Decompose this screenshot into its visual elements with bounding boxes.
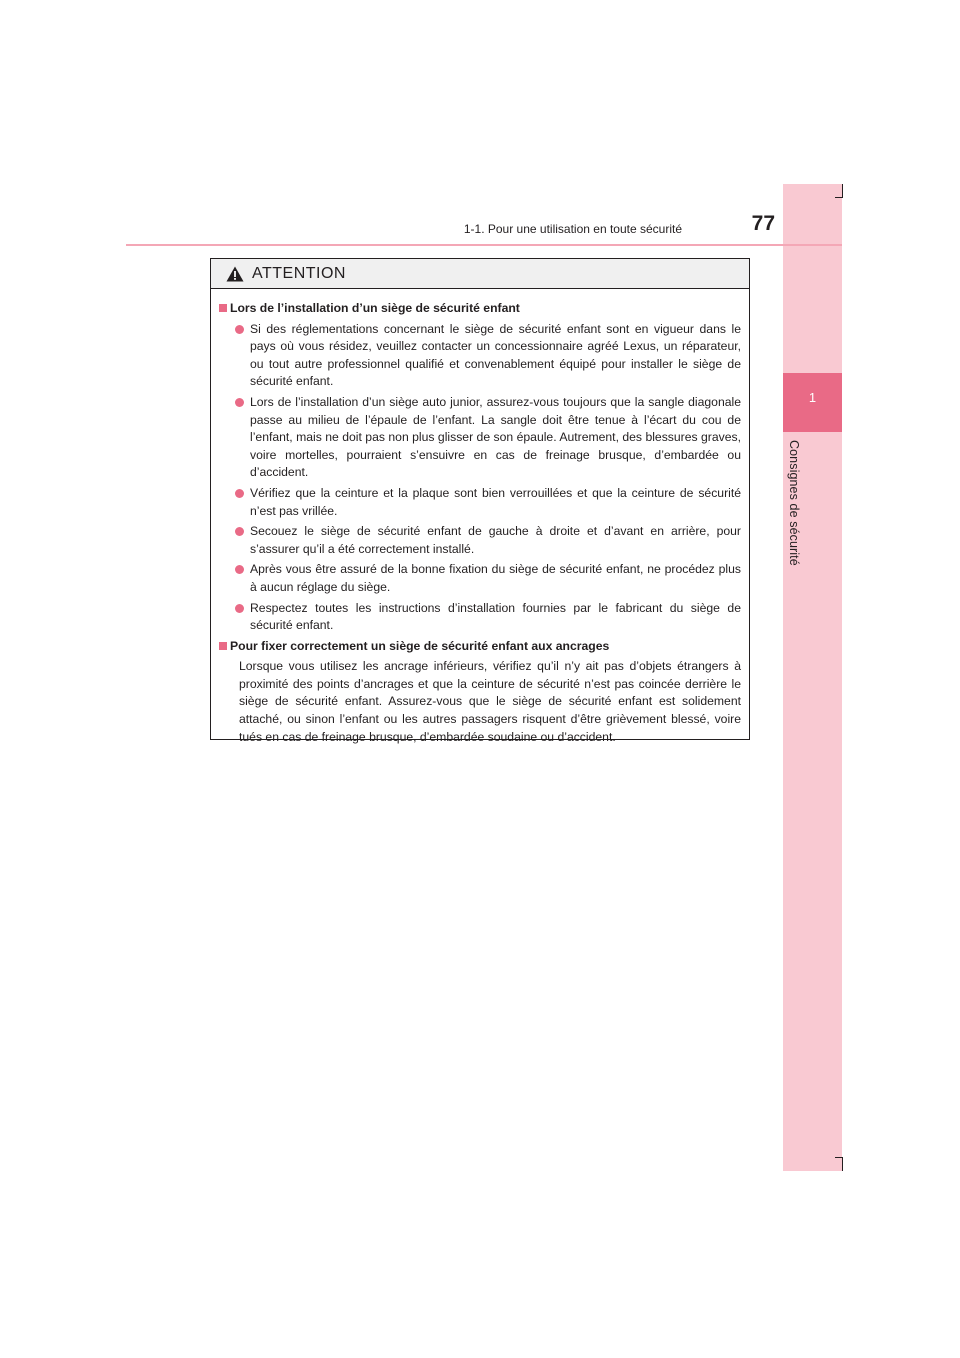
- list-item-text: Si des réglementations concernant le siège de sécurité enfant sont en vigueur dans le pays où vous résidez, veuillez contacter un concessionnaire agréé Lexus, un réparateur, ou tout autre professionnel qualifié et convenablement équipé pour installer le siège de sécurité enfant.: [250, 321, 741, 389]
- warning-header: [211, 259, 749, 289]
- header-rule: [126, 244, 842, 246]
- chapter-side-tab: [783, 184, 842, 1171]
- round-bullet-icon: [235, 604, 244, 613]
- chapter-number: 1: [808, 390, 817, 405]
- round-bullet-icon: [235, 398, 244, 407]
- list-item: [219, 600, 741, 635]
- list-item-text: Respectez toutes les instructions d’installation fournies par le fabricant du siège de sécurité enfant.: [250, 600, 741, 633]
- list-item-text: Lors de l’installation d’un siège auto junior, assurez-vous toujours que la sangle diagonale passe au milieu de l’épaule de l’enfant. La sangle doit être tenue à l’écart du cou de l’enfant, mais ne doit pas non plus glisser de son épaule. Autrement, des blessures graves, voire mortelles, pourraient s’ensuivre en cas de freinage brusque, d’embardée ou d’accident.: [250, 394, 741, 480]
- section-title-anchors: [219, 638, 741, 656]
- round-bullet-icon: [235, 489, 244, 498]
- round-bullet-icon: [235, 527, 244, 536]
- warning-triangle-icon: [226, 266, 244, 282]
- warning-title: ATTENTION: [252, 264, 346, 282]
- section-paragraph: Lorsque vous utilisez les ancrage inférieurs, vérifiez qu’il n’y ait pas d’objets étrangers à proximité des points d’ancrages et que la ceinture de sécurité n’est pas coincée derrière le siège de sécurité enfant. Assurez-vous que le siège de sécurité enfant est solidement attaché, ou sinon l’enfant ou les autres passagers risquent d’être grièvement blessé, voire tués en cas de freinage brusque, d’embardée soudaine ou d’accident.: [239, 659, 741, 744]
- crop-mark-bottom-foot: [835, 1157, 843, 1158]
- warning-box: [210, 258, 750, 744]
- chapter-title: Consignes de sécurité: [787, 440, 801, 566]
- page-number: 77: [751, 212, 775, 235]
- list-item-text: Vérifiez que la ceinture et la plaque sont bien verrouillées et que la ceinture de sécurité n’est pas vrillée.: [250, 485, 741, 518]
- round-bullet-icon: [235, 325, 244, 334]
- list-item: [219, 523, 741, 558]
- list-item: [219, 561, 741, 596]
- crop-mark-bottom: [842, 1157, 843, 1171]
- list-item: [219, 321, 741, 391]
- section-title-text: Lors de l’installation d’un siège de sécurité enfant: [230, 301, 520, 315]
- square-bullet-icon: [219, 304, 227, 312]
- section-title-installation: [219, 300, 741, 318]
- list-item-text: Secouez le siège de sécurité enfant de gauche à droite et d’avant en arrière, pour s’assurer qu’il a été correctement installé.: [250, 524, 741, 556]
- running-header: 1-1. Pour une utilisation en toute sécurité: [463, 222, 682, 236]
- crop-mark-top: [842, 184, 843, 198]
- section-title-text: Pour fixer correctement un siège de sécurité enfant aux ancrages: [230, 638, 610, 653]
- crop-mark-top-foot: [835, 197, 843, 198]
- round-bullet-icon: [235, 565, 244, 574]
- square-bullet-icon: [219, 642, 227, 650]
- list-item-text: Après vous être assuré de la bonne fixation du siège de sécurité enfant, ne procédez plus à aucun réglage du siège.: [250, 562, 741, 594]
- list-item: [219, 394, 741, 482]
- warning-body: [211, 289, 749, 746]
- list-item: [219, 485, 741, 520]
